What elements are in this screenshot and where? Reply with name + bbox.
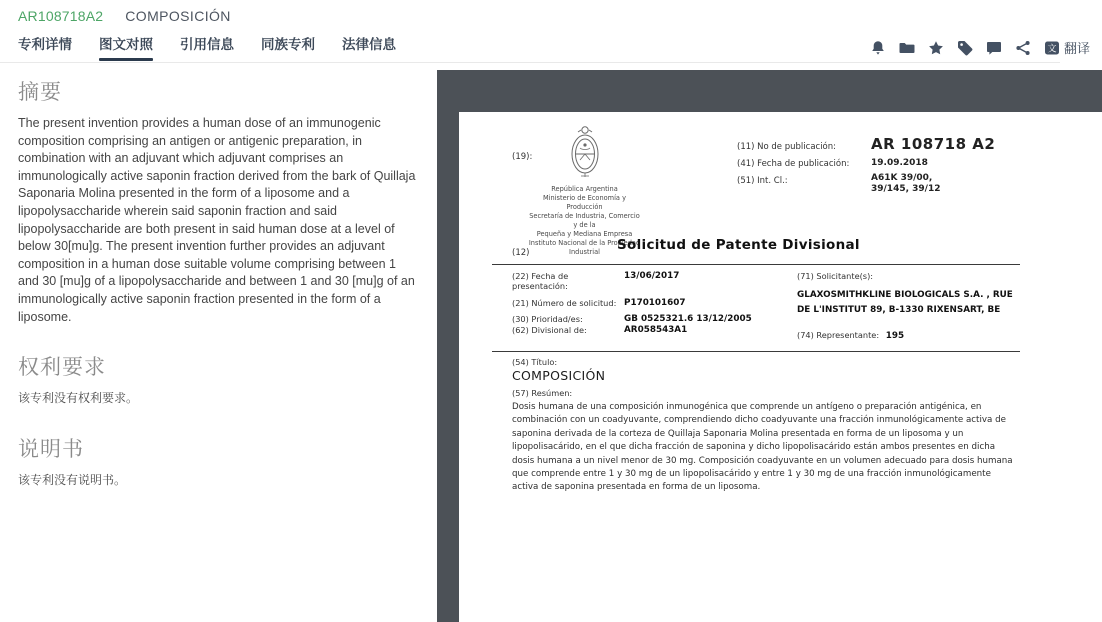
authority-line: Instituto Nacional de la Propiedad Industrial <box>528 239 641 256</box>
publication-date: 19.09.2018 <box>871 158 928 168</box>
priority-row: (30) Prioridad/es: GB 0525321.6 13/12/2005 <box>512 314 752 324</box>
field-12-label: (12) <box>512 248 530 258</box>
description-section <box>18 433 419 490</box>
representative-row <box>797 330 1032 341</box>
document-viewer[interactable] <box>437 70 1102 622</box>
tab-patent-family[interactable]: 同族专利 <box>261 36 315 52</box>
toolbar <box>870 32 1090 63</box>
claims-heading: 权利要求 <box>18 356 106 380</box>
patent-number[interactable]: AR108718A2 <box>18 8 104 24</box>
abstract-section <box>18 76 419 326</box>
description-text: 该专利没有说明书。 <box>18 472 127 487</box>
translate-icon <box>1044 40 1060 56</box>
translate-button[interactable] <box>1044 38 1090 57</box>
star-icon[interactable] <box>928 40 944 56</box>
filing-date-row: (22) Fecha de presentación: 13/06/2017 <box>512 271 680 291</box>
application-number-row: (21) Número de solicitud: P170101607 <box>512 298 686 308</box>
abstract-text: The present invention provides a human dose of an immunogenic composition comprising an antigen or antigenic preparation, in combination with an adjuvant which adjuvant comprises an immunologically active saponin fraction derived from the bark of Quillaja Saponaria Molina presented in the form of a liposome and a lipopolysaccharide wherein said saponin fraction and said lipopolysaccharide are both present in said human dose at a level of below 30[mu]g. The present invention further provides an adjuvant composition in a human dose suitable volume comprising between 1 and 30 [mu]g of a lipopolysaccharide and between 1 and 30 [mu]g of an immunologically active saponin fraction presented in the form of a liposome. <box>18 116 416 324</box>
claims-section <box>18 351 419 408</box>
ipc-classes: A61K 39/00, 39/145, 39/12 <box>871 173 941 194</box>
folder-icon[interactable] <box>899 40 915 56</box>
claims-text: 该专利没有权利要求。 <box>18 391 139 406</box>
pub-number-label: (11) No de publicación: <box>737 142 837 152</box>
authority-line: República Argentina <box>551 185 618 193</box>
argentina-coat-of-arms-icon <box>565 124 605 180</box>
translate-label: 翻译 <box>1064 41 1091 56</box>
document-type-row <box>512 237 1074 259</box>
ipc-label: (51) Int. Cl.: <box>737 176 788 186</box>
authority-line: Pequeña y Mediana Empresa <box>536 230 633 238</box>
abstract-heading: 摘要 <box>18 81 62 104</box>
tab-legal-info[interactable]: 法律信息 <box>342 36 396 52</box>
tab-image-text[interactable]: 图文对照 <box>99 32 153 63</box>
field-19-label: (19): <box>512 152 533 162</box>
authority-line: Ministerio de Economía y Producción <box>543 194 626 211</box>
tag-icon[interactable] <box>957 40 973 56</box>
pub-date-label: (41) Fecha de publicación: <box>737 159 850 169</box>
header-bar <box>0 0 1060 32</box>
tab-patent-details[interactable]: 专利详情 <box>18 36 72 52</box>
patent-text-panel <box>0 64 437 622</box>
invention-title: COMPOSICIÓN <box>512 368 606 383</box>
representative-label: (74) Representante: <box>797 330 880 340</box>
divider <box>492 264 1020 265</box>
publication-field-labels <box>737 142 849 193</box>
abstract-field-label: (57) Resúmen: <box>512 388 573 398</box>
tab-citations[interactable]: 引用信息 <box>180 36 234 52</box>
divider <box>492 351 1020 352</box>
page-title: COMPOSICIÓN <box>125 8 231 24</box>
applicant-label: (71) Solicitante(s): <box>797 271 874 281</box>
description-heading: 说明书 <box>18 437 84 461</box>
document-type-title: Solicitud de Patente Divisional <box>617 237 860 253</box>
title-field-label: (54) Título: <box>512 357 558 367</box>
divisional-of-row: (62) Divisional de: AR058543A1 <box>512 324 688 335</box>
publication-number: AR 108718 A2 <box>871 135 996 153</box>
document-abstract-text: Dosis humana de una composición inmunogénica que comprende un antígeno o preparación antigénica, en combinación con un coadyuvante, comprendiendo dicho coadyuvante una fracción inmunológicamente activa de saponina derivada de la corteza de Quillaja Saponaria Molina presentada en forma de un liposoma y un lipopolisacárido, en el que dicha fracción de saponina y dicho lipopolisacárido están ambos presentes en dicha dosis humana a un nivel menor de 30 mg. Composición coadyuvante en un volumen adecuado para dosis humana que comprende entre 1 y 30 mg de un lipopolisacárido y entre 1 y 30 mg de una fracción inmunológicamente activa de saponina presentada en forma de un liposoma. <box>512 402 1013 493</box>
share-icon[interactable] <box>1015 40 1031 56</box>
comment-icon[interactable] <box>986 40 1002 56</box>
patent-document-page <box>459 112 1102 622</box>
applicant-name: GLAXOSMITHKLINE BIOLOGICALS S.A. , RUE DE L'INSTITUT 89, B-1330 RIXENSART, BE <box>797 290 1013 315</box>
publication-field-values <box>871 135 995 195</box>
representative-value: 195 <box>885 331 905 341</box>
monitor-icon[interactable] <box>870 40 886 56</box>
tab-bar <box>0 32 1091 63</box>
svg-text:文: 文 <box>1047 44 1057 54</box>
authority-line: Secretaría de Industria, Comercio y de la <box>529 212 640 229</box>
bibliographic-table <box>512 271 1079 341</box>
